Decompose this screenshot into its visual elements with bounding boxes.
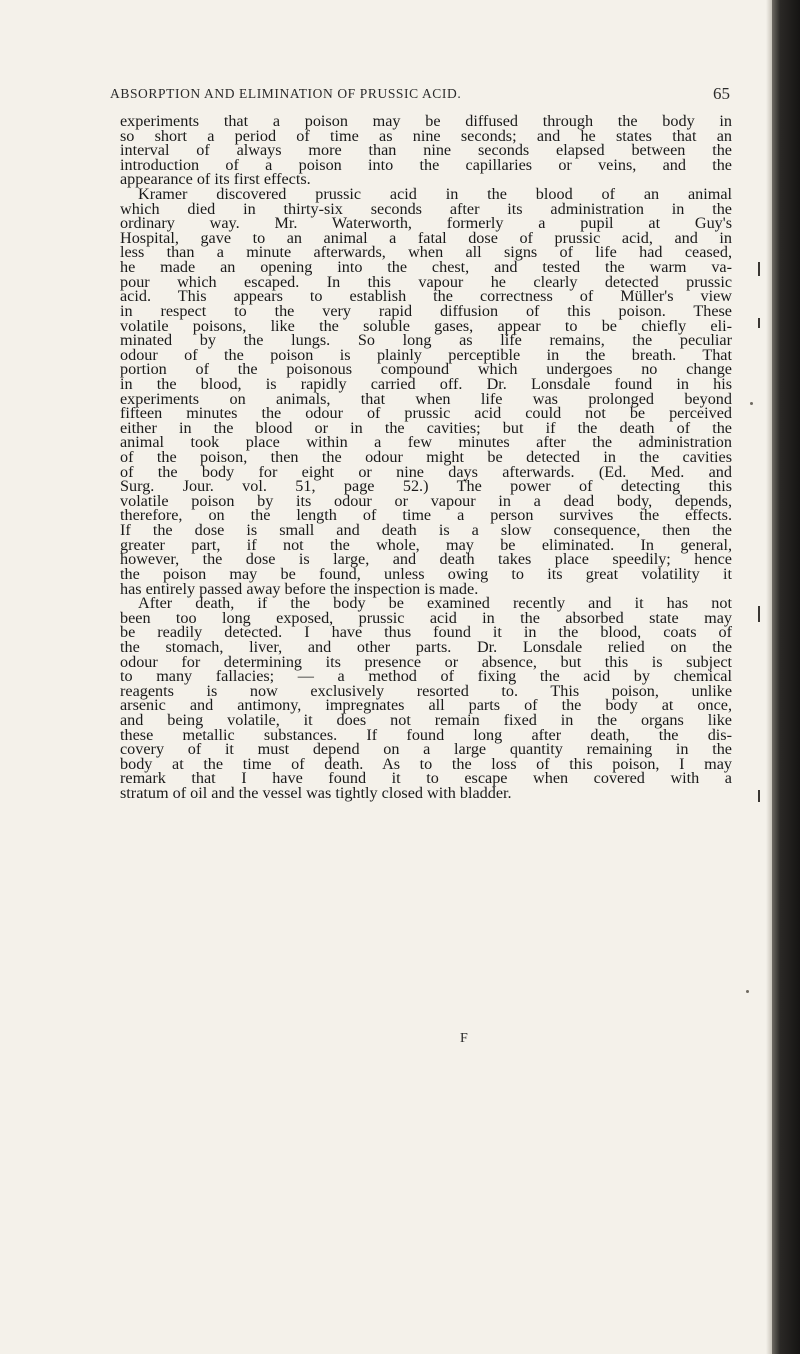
- text-line: these metallic substances. If found long after death, the dis-: [120, 725, 732, 744]
- text-line: experiments on animals, that when life was prolonged beyond: [120, 389, 732, 408]
- text-line: fifteen minutes the odour of prussic acid could not be perceived: [120, 404, 732, 423]
- book-edge: [772, 0, 800, 1354]
- text-line: pour which escaped. In this vapour he clearly detected prussic: [120, 272, 732, 291]
- text-line: portion of the poisonous compound which undergoes no change: [120, 360, 732, 379]
- signature-mark: F: [460, 1031, 468, 1046]
- text-line: acid. This appears to establish the correctness of Müller's view: [120, 287, 732, 306]
- text-line: greater part, if not the whole, may be eliminated. In general,: [120, 535, 732, 554]
- text-line: arsenic and antimony, impregnates all parts of the body at once,: [120, 696, 732, 715]
- text-line: of the poison, then the odour might be detected in the cavities: [120, 448, 732, 467]
- text-line: to many fallacies; — a method of fixing the acid by chemical: [120, 667, 732, 686]
- text-line: covery of it must depend on a large quantity remaining in the: [120, 740, 732, 759]
- text-line: introduction of a poison into the capillaries or veins, and the: [120, 155, 732, 174]
- scan-artifact: [758, 262, 760, 276]
- text-line: however, the dose is large, and death takes place speedily; hence: [120, 550, 732, 569]
- scan-artifact: [758, 790, 760, 802]
- text-line: appearance of its first effects.: [120, 170, 311, 189]
- body-text: [120, 114, 732, 801]
- text-line: ordinary way. Mr. Waterworth, formerly a pupil at Guy's: [120, 214, 732, 233]
- running-header: ABSORPTION AND ELIMINATION OF PRUSSIC ACID.: [110, 86, 462, 101]
- text-line: been too long exposed, prussic acid in the absorbed state may: [120, 608, 732, 627]
- text-line: stratum of oil and the vessel was tightly closed with bladder.: [120, 784, 512, 803]
- text-line: he made an opening into the chest, and tested the warm va-: [120, 258, 732, 277]
- text-line: so short a period of time as nine seconds; and he states that an: [120, 126, 732, 145]
- text-line: Surg. Jour. vol. 51, page 52.) The power of detecting this: [120, 477, 732, 496]
- text-line: volatile poisons, like the soluble gases, appear to be chiefly eli-: [120, 316, 732, 335]
- text-line: Kramer discovered prussic acid in the blood of an animal: [138, 185, 732, 204]
- text-line: the stomach, liver, and other parts. Dr. Lonsdale relied on the: [120, 637, 732, 656]
- text-line: minated by the lungs. So long as life remains, the peculiar: [120, 331, 732, 350]
- text-line: body at the time of death. As to the loss of this poison, I may: [120, 754, 732, 773]
- text-line: volatile poison by its odour or vapour in a dead body, depends,: [120, 491, 732, 510]
- text-line: remark that I have found it to escape when covered with a: [120, 769, 732, 788]
- text-line: Hospital, gave to an animal a fatal dose of prussic acid, and in: [120, 228, 732, 247]
- text-line: After death, if the body be examined recently and it has not: [138, 594, 732, 613]
- text-line: experiments that a poison may be diffused through the body in: [120, 112, 732, 130]
- text-line: has entirely passed away before the inspection is made.: [120, 579, 479, 598]
- text-line: the poison may be found, unless owing to its great volatility it: [120, 564, 732, 583]
- text-line: in the blood, is rapidly carried off. Dr. Lonsdale found in his: [120, 374, 732, 393]
- text-line: If the dose is small and death is a slow consequence, then the: [120, 521, 732, 540]
- text-line: of the body for eight or nine days afterwards. (Ed. Med. and: [120, 462, 732, 481]
- text-line: interval of always more than nine seconds elapsed between the: [120, 141, 732, 160]
- text-line: odour of the poison is plainly perceptible in the breath. That: [120, 345, 732, 364]
- page-number: 65: [713, 84, 730, 103]
- scan-speck: [746, 990, 749, 993]
- text-line: reagents is now exclusively resorted to. This poison, unlike: [120, 681, 732, 700]
- text-line: in respect to the very rapid diffusion of this poison. These: [120, 301, 732, 320]
- text-line: be readily detected. I have thus found it in the blood, coats of: [120, 623, 732, 642]
- scan-speck: [750, 402, 753, 405]
- text-line: either in the blood or in the cavities; but if the death of the: [120, 418, 732, 437]
- text-line: which died in thirty-six seconds after its administration in the: [120, 199, 732, 218]
- text-line: animal took place within a few minutes after the administration: [120, 433, 732, 452]
- scan-artifact: [758, 606, 760, 622]
- scan-artifact: [758, 318, 760, 328]
- text-line: therefore, on the length of time a person survives the effects.: [120, 506, 732, 525]
- text-line: and being volatile, it does not remain fixed in the organs like: [120, 710, 732, 729]
- text-line: less than a minute afterwards, when all signs of life had ceased,: [120, 243, 732, 262]
- text-line: odour for determining its presence or absence, but this is subject: [120, 652, 732, 671]
